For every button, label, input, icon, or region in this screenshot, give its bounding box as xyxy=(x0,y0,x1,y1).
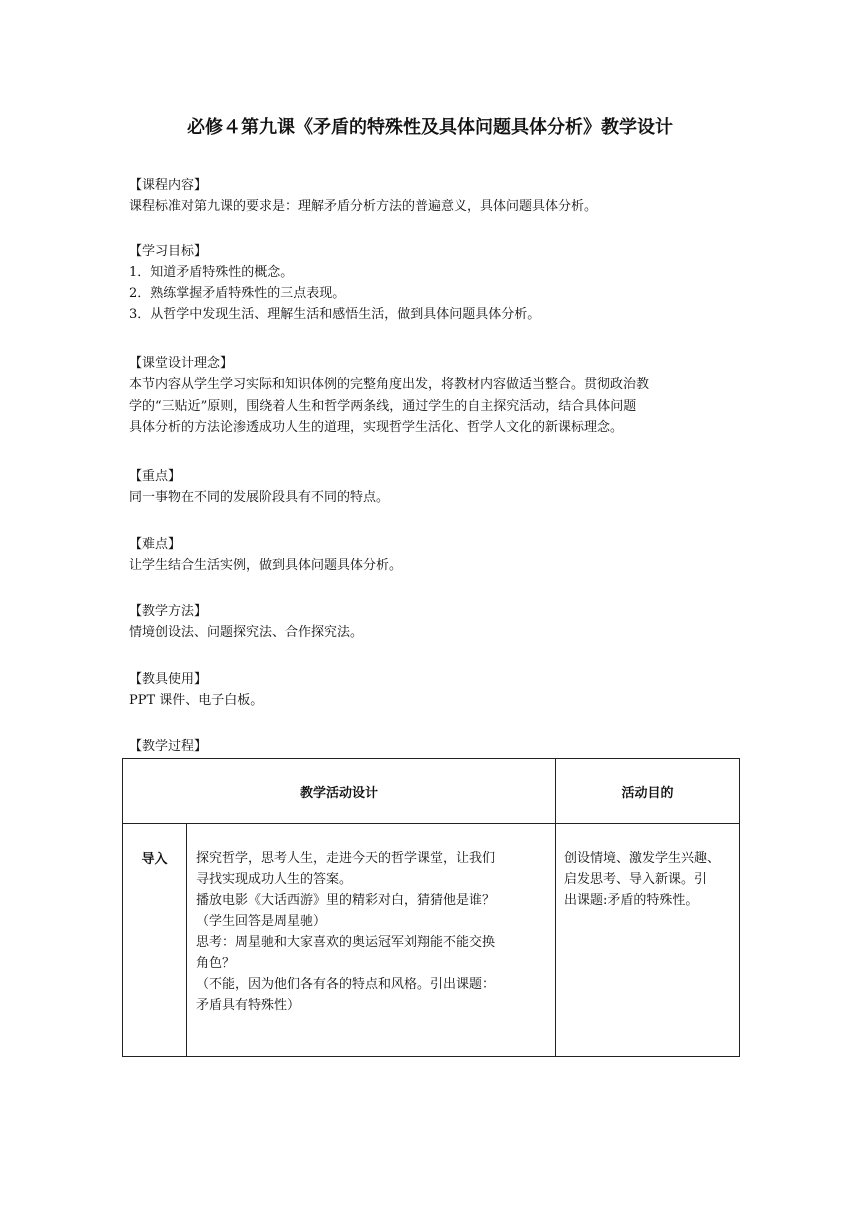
section-difficulty xyxy=(129,534,749,576)
section-teaching-tools xyxy=(129,669,749,711)
activity-line: 思考：周星驰和大家喜欢的奥运冠军刘翔能不能交换 xyxy=(196,935,496,950)
document-title: 必修４第九课《矛盾的特殊性及具体问题具体分析》教学设计 xyxy=(187,117,673,138)
activity-cell xyxy=(187,824,556,1057)
section-heading: 【教学方法】 xyxy=(129,604,208,619)
activity-line: 寻找实现成功人生的答案。 xyxy=(196,872,353,887)
header-activity-purpose: 活动目的 xyxy=(556,759,740,824)
section-course-content xyxy=(129,175,749,217)
purpose-line: 创设情境、激发学生兴趣、 xyxy=(564,851,721,866)
purpose-line: 启发思考、导入新课。引 xyxy=(564,872,708,887)
section-text: 情境创设法、问题探究法、合作探究法。 xyxy=(129,625,364,640)
section-text: 让学生结合生活实例，做到具体问题具体分析。 xyxy=(129,558,403,573)
table-row xyxy=(123,824,740,1057)
section-heading: 【难点】 xyxy=(129,537,182,552)
section-learning-goals xyxy=(129,241,749,325)
header-activity-design: 教学活动设计 xyxy=(123,759,556,824)
teaching-process-table xyxy=(122,758,740,1057)
activity-line: （学生回答是周星驰） xyxy=(196,914,327,929)
section-heading: 【重点】 xyxy=(129,469,182,484)
section-heading: 【教具使用】 xyxy=(129,672,208,687)
activity-line: 播放电影《大话西游》里的精彩对白，猜猜他是谁？ xyxy=(196,893,496,908)
purpose-line: 出课题:矛盾的特殊性。 xyxy=(564,893,699,908)
goal-item: 3．从哲学中发现生活、理解生活和感悟生活，做到具体问题具体分析。 xyxy=(129,307,541,322)
stage-cell: 导入 xyxy=(123,824,187,1057)
activity-line: 探究哲学，思考人生，走进今天的哲学课堂，让我们 xyxy=(196,851,496,866)
activity-line: （不能，因为他们各有各的特点和风格。引出课题： xyxy=(196,977,496,992)
section-teaching-methods xyxy=(129,601,749,643)
section-heading: 【学习目标】 xyxy=(129,244,208,259)
section-design-concept xyxy=(129,353,749,439)
section-heading: 【课程内容】 xyxy=(129,178,208,193)
concept-line: 具体分析的方法论渗透成功人生的道理，实现哲学生活化、哲学人文化的新课标理念。 xyxy=(129,420,624,435)
section-key-point xyxy=(129,466,749,508)
section-text: PPT 课件、电子白板。 xyxy=(129,693,264,708)
activity-line: 矛盾具有特殊性） xyxy=(196,998,301,1013)
goal-item: 2．熟练掌握矛盾特殊性的三点表现。 xyxy=(129,286,346,301)
activity-line: 角色？ xyxy=(196,956,236,971)
table-header-row xyxy=(123,759,740,824)
concept-line: 本节内容从学生学习实际和知识体例的完整角度出发，将教材内容做适当整合。贯彻政治教 xyxy=(129,377,650,392)
concept-line: 学的“三贴近”原则，围绕着人生和哲学两条线，通过学生的自主探究活动，结合具体问题 xyxy=(129,398,637,414)
section-heading-process: 【教学过程】 xyxy=(129,739,208,754)
section-text: 同一事物在不同的发展阶段具有不同的特点。 xyxy=(129,490,390,505)
section-heading: 【课堂设计理念】 xyxy=(129,356,234,371)
goal-item: 1．知道矛盾特殊性的概念。 xyxy=(129,265,294,280)
section-text: 课程标准对第九课的要求是：理解矛盾分析方法的普遍意义，具体问题具体分析。 xyxy=(129,199,598,214)
purpose-cell xyxy=(556,824,740,1057)
